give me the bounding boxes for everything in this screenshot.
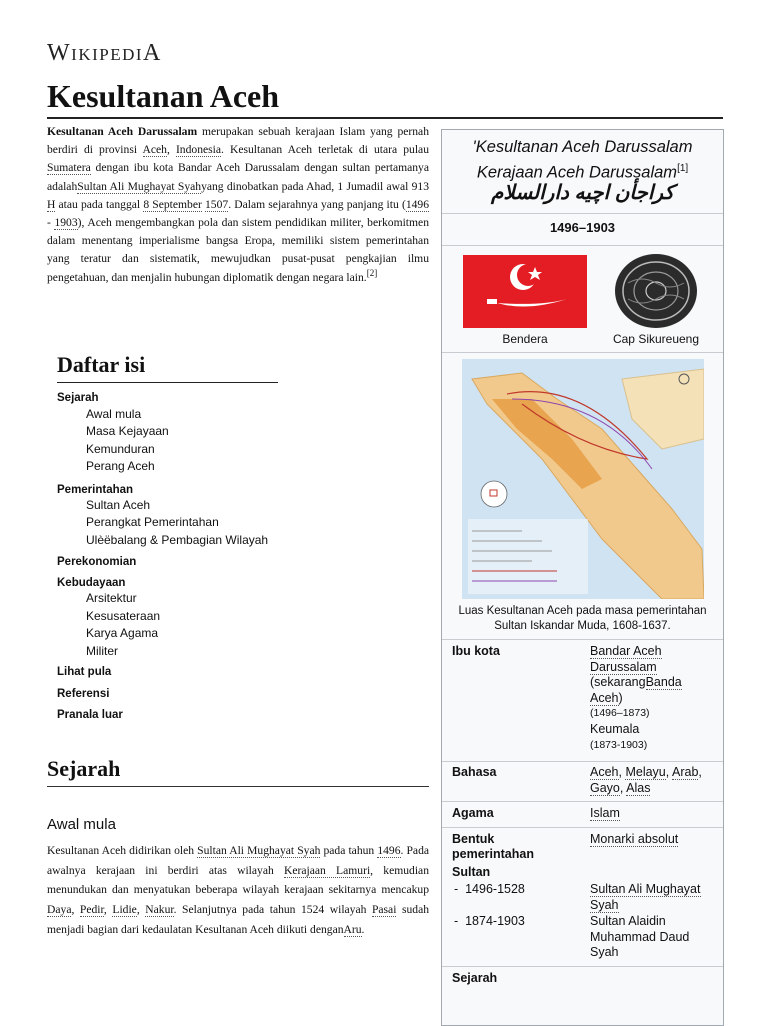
capital-keumala: Keumala [590,721,640,736]
flag-image[interactable] [463,255,587,328]
infobox-divider [442,966,723,967]
capital-period-2: (1873-1903) [590,738,648,751]
link-1903[interactable]: 1903 [54,216,78,230]
body-text: Kesultanan Aceh didirikan oleh [47,844,198,857]
body-text: pada tahun [320,844,378,857]
intro-text: . Kesultanan Aceh terletak di utara pulau [221,143,429,157]
flag-emblem-icon [463,255,587,328]
language-value: Aceh, Melayu, Arab, Gayo, Alas [590,765,702,795]
toc-awal-mula[interactable]: Awal mula [86,407,142,421]
infobox-divider [442,827,723,828]
capital-text: (sekarang [590,675,646,690]
capital-period-1: (1496–1873) [590,707,650,720]
link-aru[interactable]: Aru [343,922,362,936]
intro-text: merupakan sebuah kerajaan Islam yang pernah berdiri di provinsi [47,125,429,157]
link-banda-aceh-2[interactable]: Aceh [590,690,619,705]
intro-text: yang dinobatkan pada Ahad, 1 Jumadil awal 913 [201,179,429,193]
link-hijri[interactable]: H [47,197,56,211]
toc-pemerintahan[interactable]: Pemerintahan [57,484,134,496]
body-text: , kemudian menundukan dan menyatukan beberapa wilayah kerajaan sekitarnya mencakup [47,863,429,897]
toc-perekonomian[interactable]: Perekonomian [57,556,137,568]
infobox-arabic-name: كراجأن اچيه دارالسلام [491,182,674,204]
toc-referensi[interactable]: Referensi [57,688,110,700]
link-sultan-ali-2[interactable]: Sultan Ali Mughayat Syah [197,844,321,857]
body-text: . Pada awalnya kerajaan ini berdiri atas wilayah [47,844,430,877]
toc-sejarah[interactable]: Sejarah [57,392,99,404]
body-text: , [71,903,80,917]
toc-lihat-pula[interactable]: Lihat pula [57,666,112,678]
toc-perangkat[interactable]: Perangkat Pemerintahan [86,515,219,529]
link-pasai[interactable]: Pasai [371,903,397,917]
link-lang-gayo[interactable]: Gayo [590,780,620,795]
seal-caption: Cap Sikureueng [612,332,700,346]
wikipedia-wordmark[interactable]: WIKIPEDIA [47,40,162,66]
history-label: Sejarah [452,971,498,985]
body-text: . [361,922,365,936]
infobox-divider [442,352,723,353]
intro-text: . Dalam sejarahnya yang panjang itu ( [228,197,406,211]
government-label: Bentuk pemerintahan [452,832,534,861]
infobox-divider [442,245,723,246]
link-8-september[interactable]: 8 September [143,197,202,211]
link-lang-arab[interactable]: Arab [672,765,699,779]
flag-caption: Bendera [502,332,548,346]
toc-kesusateraan[interactable]: Kesusateraan [86,609,161,623]
toc-title: Daftar isi [57,352,146,377]
title-divider [47,117,723,119]
intro-text: , [166,143,176,157]
link-1496[interactable]: 1496 [405,197,429,211]
toc-masa-kejayaan[interactable]: Masa Kejayaan [86,424,169,438]
link-aceh[interactable]: Aceh [142,143,167,157]
link-1496-2[interactable]: 1496 [377,844,401,857]
link-daya[interactable]: Daya [47,903,72,917]
intro-text: ), Aceh mengembangkan pola dan sistem pendidikan militer, berkomitmen dalam menentang imperialisme bangsa Eropa, memiliki sistem pemerintahan yang teratur dan sistematik, mewujudkan pusat-pusat pengkajian ilmu pengetahuan, dan menjalin hubungan diplomatik dengan negara lain. [47,216,429,284]
link-pedir[interactable]: Pedir [79,903,104,917]
intro-text: atau pada tanggal [55,197,144,211]
intro-text: - [47,216,55,230]
intro-lead: Kesultanan Aceh Darussalam [47,125,198,138]
sultan-name-2: Sultan Alaidin Muhammad Daud Syah [590,914,690,960]
infobox [441,129,724,1026]
capital-value [590,644,682,753]
link-banda-aceh[interactable]: Banda [645,675,682,690]
map-caption: Luas Kesultanan Aceh pada masa pemerintahan Sultan Iskandar Muda, 1608-1637. [458,605,707,632]
territory-map-image[interactable] [462,359,704,599]
table-of-contents [57,352,357,721]
link-indonesia[interactable]: Indonesia [175,143,222,157]
section-divider [47,786,429,787]
infobox-divider [442,213,723,214]
toc-kebudayaan[interactable]: Kebudayaan [57,577,126,589]
link-darussalam[interactable]: Darussalam [590,659,657,674]
toc-perang-aceh[interactable]: Perang Aceh [86,459,155,473]
link-monarki-absolut[interactable]: Monarki absolut [590,832,679,846]
link-lang-melayu[interactable]: Melayu [625,765,666,779]
toc-karya-agama[interactable]: Karya Agama [86,626,159,640]
reference-1[interactable]: [1] [677,163,689,174]
toc-divider [57,382,278,383]
sultan-period-2: - 1874-1903 [454,914,525,928]
toc-uleebalang[interactable]: Ulèëbalang & Pembagian Wilayah [86,533,269,547]
link-sumatera[interactable]: Sumatera [47,161,91,175]
link-islam[interactable]: Islam [590,806,620,820]
seal-icon [614,253,698,329]
seal-image[interactable] [614,253,698,329]
toc-sultan-aceh[interactable]: Sultan Aceh [86,498,151,512]
body-text: , [136,903,146,917]
religion-label: Agama [452,806,494,820]
toc-arsitektur[interactable]: Arsitektur [86,591,137,605]
infobox-divider [442,639,723,640]
government-value [590,832,678,848]
intro-text: dengan ibu kota Bandar Aceh Darussalam dengan sultan pertamanya adalah [47,161,429,193]
capital-text: ) [618,690,623,705]
body-text: . Selanjutnya pada tahun 1524 wilayah [173,903,372,917]
body-text: , [103,903,113,917]
link-nakur[interactable]: Nakur [145,903,174,917]
sultan-period-1: - 1496-1528 [454,882,525,896]
link-sultan-ali[interactable]: Sultan Ali Mughayat Syah [77,179,202,193]
link-bandar-aceh[interactable]: Bandar Aceh [590,644,662,658]
link-lang-aceh[interactable]: Aceh [590,765,619,779]
infobox-title-text: 'Kesultanan Aceh Darussalam Kerajaan Aceh Darussalam [472,138,693,182]
religion-value [590,806,620,822]
map-illustration-icon [462,359,704,599]
language-label: Bahasa [452,765,497,779]
section-heading-sejarah: Sejarah [47,756,121,781]
toc-pranala-luar[interactable]: Pranala luar [57,709,123,721]
infobox-title [442,136,723,184]
subsection-heading-awal-mula: Awal mula [47,816,116,833]
intro-paragraph [47,123,429,287]
link-kerajaan-lamuri[interactable]: Kerajaan Lamuri [284,863,371,877]
link-sultan-ali-3[interactable]: Sultan Ali Mughayat Syah [590,882,701,912]
infobox-years: 1496–1903 [549,220,616,235]
sultan-label: Sultan [452,865,491,879]
body-text: sudah menjadi bagian dari kedaulatan Kesultanan Aceh diikuti dengan [47,903,430,936]
sultan-name-1 [590,882,720,913]
link-lang-alas[interactable]: Alas [626,780,651,795]
page-title: Kesultanan Aceh [47,78,280,114]
reference-2[interactable]: [2] [366,267,378,278]
link-lidie[interactable]: Lidie [112,903,137,917]
awal-mula-paragraph [47,841,429,940]
link-1507[interactable]: 1507 [205,197,229,211]
capital-label: Ibu kota [452,644,500,658]
sultan-period-text: 1496-1528 [465,882,525,896]
sultan-period-text: 1874-1903 [465,914,525,928]
toc-kemunduran[interactable]: Kemunduran [86,442,155,456]
toc-militer[interactable]: Militer [86,644,118,658]
infobox-divider [442,761,723,762]
infobox-divider [442,801,723,802]
